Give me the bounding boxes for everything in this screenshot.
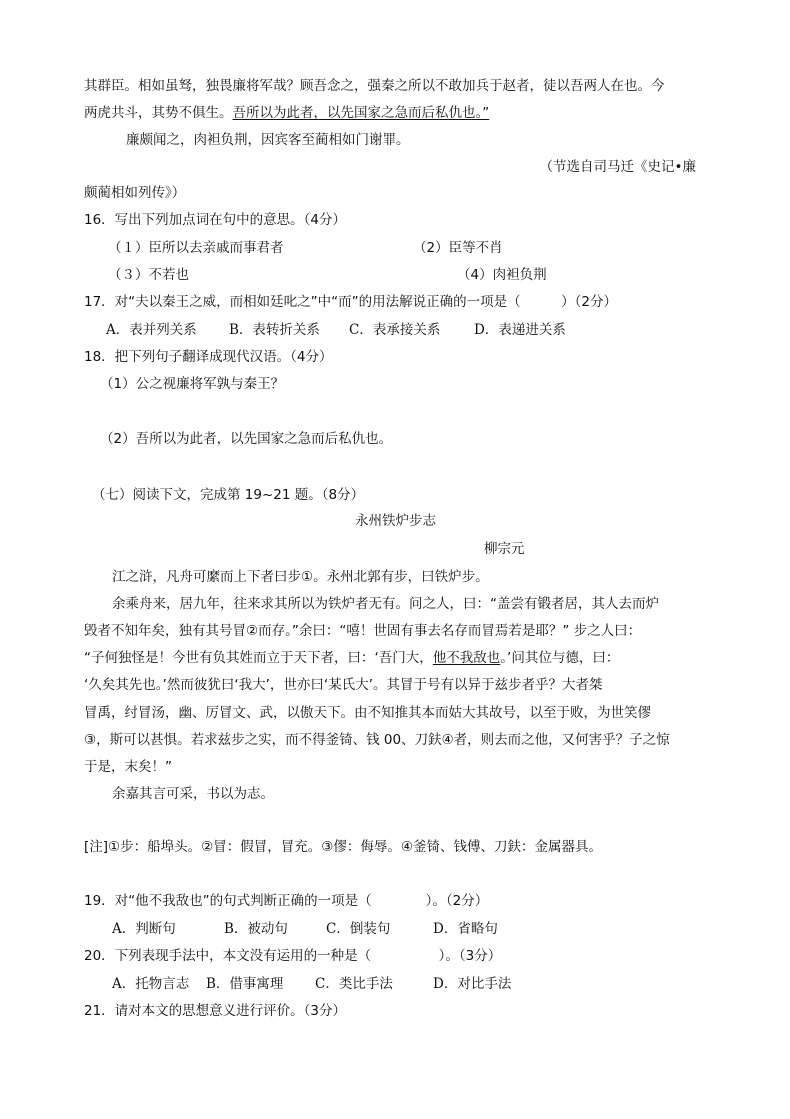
question-20-stem: 20．下列表现手法中，本文没有运用的一种是（ ）。（3分） — [84, 948, 502, 964]
passage-text: 两虎共斗，其势不俱生。 — [84, 105, 233, 121]
passage-text: “子何独怪是！今世有负其姓而立于天下者，曰：‘吾门大， — [84, 650, 433, 666]
underlined-phrase: 他不我敌也 — [432, 650, 501, 666]
passage-title: 永州铁炉步志 — [355, 513, 436, 529]
question-17-option: C．表承接关系 — [349, 322, 441, 338]
question-21-stem: 21．请对本文的思想意义进行评价。（3分） — [84, 1003, 347, 1019]
question-16-item: （4）肉袒负荆 — [457, 267, 547, 283]
passage-line — [84, 649, 619, 667]
question-20-option: A．托物言志 — [112, 976, 190, 992]
question-17-stem: 17．对“夫以秦王之威，而相如廷叱之”中“而”的用法解说正确的一项是（ ）（2分） — [84, 294, 617, 310]
question-19-option: D．省略句 — [433, 921, 498, 937]
question-18-sentence: （2）吾所以为此者，以先国家之急而后私仇也。 — [100, 431, 393, 447]
question-18-stem: 18．把下列句子翻译成现代汉语。（4分） — [84, 349, 333, 365]
passage-paragraph: 余乘舟来，居九年，往来求其所以为铁炉者无有。问之人，曰：“盖尝有锻者居，其人去而炉 — [112, 596, 659, 612]
question-16-item: （１）臣所以去亲戚而事君者 — [108, 240, 284, 256]
passage-author: 柳宗元 — [484, 541, 525, 557]
annotation-note: [注]①步：船埠头。②冒：假冒，冒充。③僇：侮辱。④釜锜、钱傅、刀鈇：金属器具。 — [84, 839, 602, 855]
passage-line: 毁者不知年矣，独有其号冒②而存。”余曰：“嘻！世固有事去名存而冒焉若是耶？” 步之人曰： — [84, 623, 642, 639]
passage-line: 其群臣。相如虽驽，独畏廉将军哉？顾吾念之，强秦之所以不敢加兵于赵者，徒以吾两人在也。今 — [84, 78, 665, 94]
passage-line: 冒禹，纣冒汤，幽、厉冒文、武，以傲天下。由不知推其本而姑大其故号，以至于败，为世笑僇 — [84, 705, 651, 721]
question-19-option: B．被动句 — [224, 921, 288, 937]
question-18-sentence: （1）公之视廉将军孰与秦王？ — [100, 376, 285, 392]
question-17-option: B．表转折关系 — [229, 322, 320, 338]
question-20-option: C．类比手法 — [315, 976, 393, 992]
question-16-item: （2）臣等不肖 — [413, 240, 503, 256]
passage-line: 于是，末矣！” — [84, 759, 172, 775]
question-17-option: A．表并列关系 — [106, 322, 197, 338]
passage-line: ③，斯可以甚惧。若求兹步之实，而不得釜锜、钱 00、刀鈇④者，则去而之他，又何害乎？子之惊 — [84, 732, 670, 748]
passage-line: ‘久矣其先也。’然而彼犹曰‘我大’，世亦曰‘某氏大’。其冒于号有以异于兹步者乎？大者桀 — [84, 677, 603, 693]
passage-line: 廉颇闻之，肉袒负荆，因宾客至蔺相如门谢罪。 — [126, 132, 410, 148]
passage-paragraph: 余嘉其言可采，书以为志。 — [112, 786, 274, 802]
question-17-option: D．表递进关系 — [474, 322, 566, 338]
question-19-option: A．判断句 — [112, 921, 176, 937]
question-16-stem: 16．写出下列加点词在句中的意思。（4分） — [84, 212, 347, 228]
source-citation-cont: 颇蔺相如列传》） — [84, 185, 186, 201]
underlined-sentence: 吾所以为此者，以先国家之急而后私仇也。” — [232, 105, 490, 121]
question-19-option: C．倒装句 — [326, 921, 391, 937]
passage-line — [84, 104, 489, 122]
question-19-stem: 19．对“他不我敌也”的句式判断正确的一项是（ ）。（2分） — [84, 893, 489, 909]
question-16-item: （３）不若也 — [108, 267, 189, 283]
question-20-option: B．借事寓理 — [206, 976, 284, 992]
passage-paragraph: 江之浒，凡舟可縻而上下者曰步①。永州北郭有步，曰铁炉步。 — [112, 569, 489, 585]
source-citation: （节选自司马迁《史记•廉 — [539, 159, 696, 175]
question-20-option: D．对比手法 — [433, 976, 512, 992]
section-intro: （七）阅读下文，完成第 19~21 题。（8分） — [92, 487, 365, 503]
passage-text: 。’问其位与德，曰： — [500, 650, 620, 666]
